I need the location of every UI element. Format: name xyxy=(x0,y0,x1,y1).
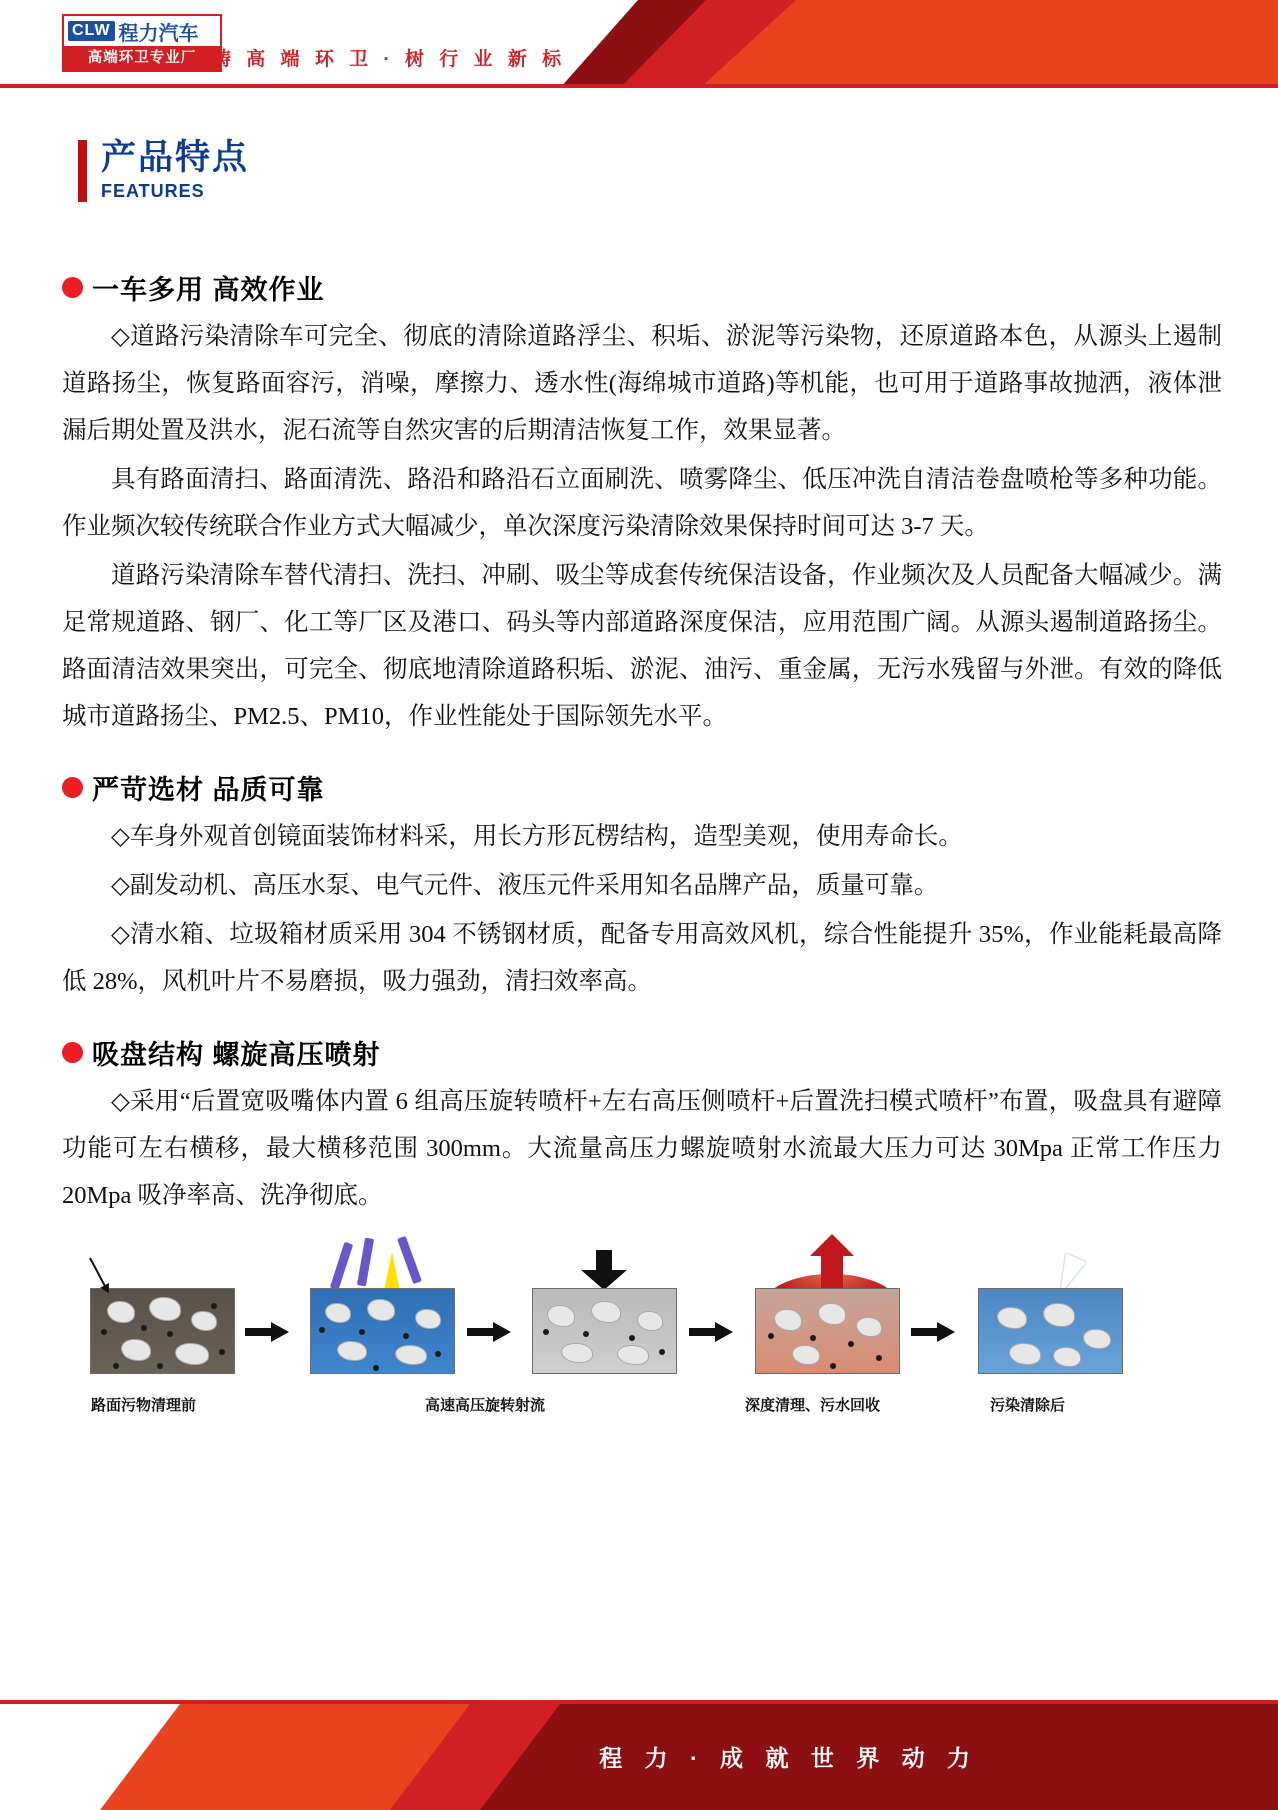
flow-arrow-icon xyxy=(467,1322,511,1342)
feature-paragraph: 道路污染清除车替代清扫、洗扫、冲刷、吸尘等成套传统保洁设备，作业频次及人员配备大幅减少。满足常规道路、钢厂、化工等厂区及港口、码头等内部道路深度保洁，应用范围广阔。从源头遏制道路扬尘。路面清洁效果突出，可完全、彻底地清除道路积垢、淤泥、油污、重金属，无污水残留与外泄。有效的降低城市道路扬尘、PM2.5、PM10，作业性能处于国际领先水平。 xyxy=(62,562,1222,730)
feature-heading-label: 一车多用 高效作业 xyxy=(92,275,325,305)
recovery-up-arrow-icon xyxy=(797,1242,867,1294)
diagram-caption: 高速高压旋转射流 xyxy=(425,1397,546,1414)
diagram-step-5 xyxy=(978,1288,1123,1374)
feature-paragraph: ◇清水箱、垃圾箱材质采用 304 不锈钢材质，配备专用高效风机，综合性能提升 35%，作业能耗最高降低 28%，风机叶片不易磨损，吸力强劲，清扫效率高。 xyxy=(62,921,1222,995)
logo-top-row xyxy=(64,16,220,46)
flow-arrow-icon xyxy=(911,1322,955,1342)
logo-company-name: 程力汽车 xyxy=(118,22,199,45)
flow-arrow-icon xyxy=(245,1322,289,1342)
feature-heading-2 xyxy=(62,768,1222,807)
section-title xyxy=(78,138,249,202)
feature-heading-1 xyxy=(62,268,1222,307)
feature-paragraph: ◇道路污染清除车可完全、彻底的清除道路浮尘、积垢、淤泥等污染物，还原道路本色，从源头上遏制道路扬尘，恢复路面容污，消噪，摩擦力、透水性(海绵城市道路)等机能，也可用于道路事故抛洒，液体泄漏后期处置及洪水，泥石流等自然灾害的后期清洁恢复工作，效果显著。 xyxy=(62,323,1222,444)
bullet-dot-icon xyxy=(62,777,83,798)
section-title-text xyxy=(101,138,249,202)
diagram-step-3 xyxy=(532,1288,677,1374)
logo-mark-clw: CLW xyxy=(68,21,115,41)
header-slogan: 铸 高 端 环 卫 · 树 行 业 新 标 xyxy=(212,49,567,70)
feature-heading-label: 严苛选材 品质可靠 xyxy=(92,775,325,805)
suction-down-arrow-icon xyxy=(581,1250,627,1290)
company-logo xyxy=(62,14,222,72)
page-title: 产品特点 xyxy=(101,138,250,177)
footer-slogan: 程 力 · 成 就 世 界 动 力 xyxy=(599,1745,978,1771)
logo-subtitle: 高端环卫专业厂 xyxy=(64,46,220,70)
feature-paragraph: 具有路面清扫、路面清洗、路沿和路沿石立面刷洗、喷雾降尘、低压冲洗自清洁卷盘喷枪等多种功能。作业频次较传统联合作业方式大幅减少，单次深度污染清除效果保持时间可达 3-7 天。 xyxy=(62,466,1222,540)
diagram-step-2 xyxy=(310,1288,455,1374)
spray-jet-icon xyxy=(330,1242,353,1290)
page-title-en: FEATURES xyxy=(101,181,205,201)
feature-paragraph: ◇车身外观首创镜面装饰材料采，用长方形瓦楞结构，造型美观，使用寿命长。 xyxy=(111,823,963,850)
bullet-dot-icon xyxy=(62,277,83,298)
page-footer xyxy=(0,1700,1278,1810)
diagram-step-4 xyxy=(755,1288,900,1374)
spray-jet-icon xyxy=(357,1238,374,1287)
section-title-bar xyxy=(78,140,87,202)
spray-jet-icon xyxy=(397,1236,422,1284)
diagram-caption: 深度清理、污水回收 xyxy=(745,1397,881,1414)
feature-paragraph: ◇副发动机、高压水泵、电气元件、液压元件采用知名品牌产品，质量可靠。 xyxy=(111,872,939,899)
feature-heading-label: 吸盘结构 螺旋高压喷射 xyxy=(92,1040,381,1070)
incoming-arrow-icon xyxy=(89,1258,107,1289)
feature-paragraph: ◇采用“后置宽吸嘴体内置 6 组高压旋转喷杆+左右高压侧喷杆+后置洗扫模式喷杆”布置，吸盘具有避障功能可左右横移，最大横移范围 300mm。大流量高压力螺旋喷射水流最大压力可达 30Mpa 正常工作压力 20Mpa 吸净率高、洗净彻底。 xyxy=(62,1088,1222,1209)
diagram-caption: 路面污物清理前 xyxy=(91,1397,197,1414)
page-header xyxy=(0,0,1278,88)
process-diagram xyxy=(45,1248,1235,1438)
bullet-dot-icon xyxy=(62,1042,83,1063)
features-content xyxy=(62,240,1222,1221)
flow-arrow-icon xyxy=(689,1322,733,1342)
header-divider xyxy=(0,84,1278,88)
feature-heading-3 xyxy=(62,1033,1222,1072)
diagram-step-1 xyxy=(90,1288,235,1374)
header-shape-orange xyxy=(700,0,1278,88)
diagram-caption: 污染清除后 xyxy=(990,1397,1066,1414)
